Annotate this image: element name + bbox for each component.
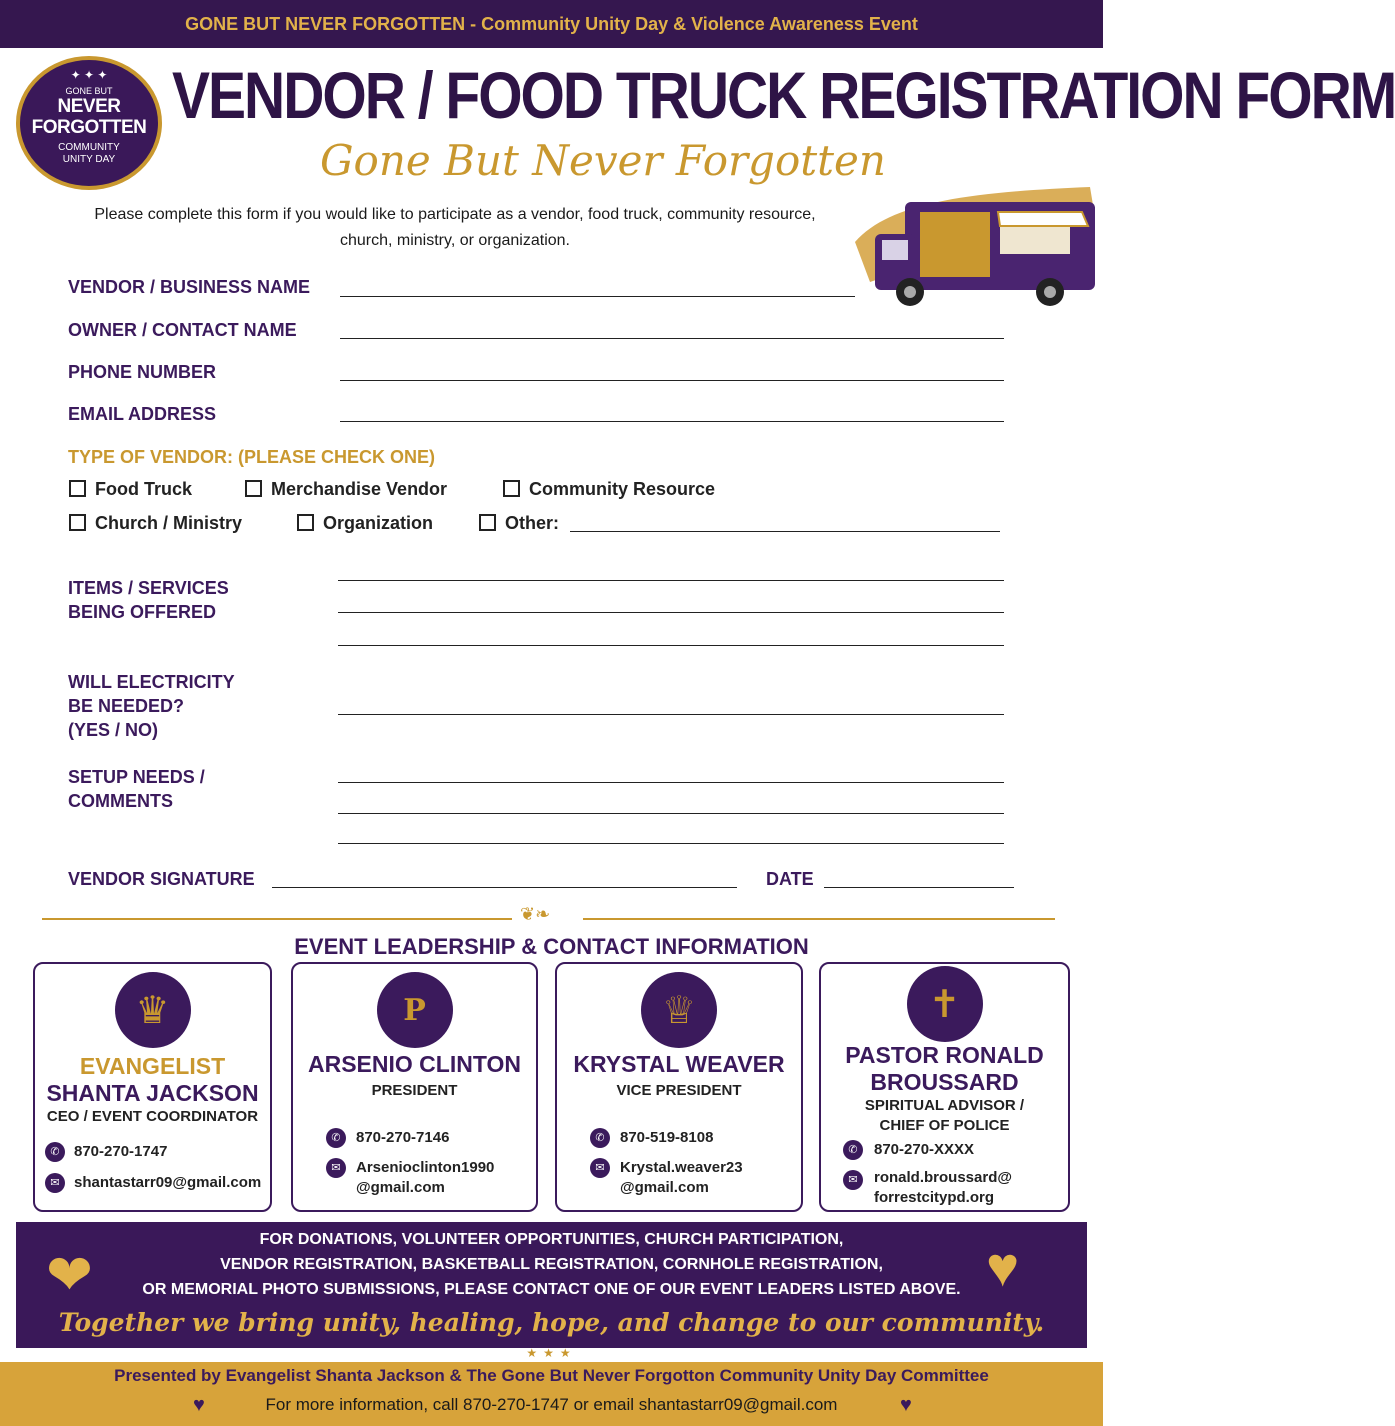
other-line[interactable]	[570, 531, 1000, 532]
checkbox-box[interactable]	[69, 514, 86, 531]
band-line-3: OR MEMORIAL PHOTO SUBMISSIONS, PLEASE CONTACT ONE OF OUR EVENT LEADERS LISTED ABOVE.	[142, 1281, 961, 1298]
email-icon: ✉	[326, 1158, 346, 1178]
setup-label-2: COMMENTS	[68, 791, 173, 811]
checkbox-box[interactable]	[297, 514, 314, 531]
business-name-label: VENDOR / BUSINESS NAME	[68, 277, 311, 297]
leader-phone[interactable]: 870-519-8108	[620, 1129, 714, 1146]
checkbox-box[interactable]	[69, 480, 86, 497]
items-line-2[interactable]	[338, 612, 1004, 613]
items-label	[68, 576, 229, 624]
logo-line3: FORGOTTEN	[31, 117, 147, 138]
checkbox-church-ministry[interactable]	[69, 513, 242, 534]
logo-line4: COMMUNITY	[58, 142, 120, 153]
leader-role-line2: CHIEF OF POLICE	[879, 1117, 1010, 1134]
doves-icon: ✦ ✦ ✦	[70, 68, 108, 82]
phone-label: PHONE NUMBER	[68, 362, 217, 382]
setup-line-2[interactable]	[338, 813, 1004, 814]
leadership-title: EVENT LEADERSHIP & CONTACT INFORMATION	[294, 934, 809, 959]
phone-icon: ✆	[45, 1142, 65, 1162]
setup-label	[68, 765, 205, 813]
leader-email-line2: forrestcitypd.org	[874, 1189, 995, 1206]
leader-card-shanta	[33, 962, 272, 1212]
heart-icon: ♥	[193, 1394, 205, 1416]
leader-email[interactable]	[356, 1158, 494, 1198]
checkbox-box[interactable]	[503, 480, 520, 497]
stars-ornament: ★★★	[526, 1346, 577, 1360]
divider-right	[583, 918, 1055, 920]
leader-email[interactable]	[874, 1168, 1012, 1208]
ornament-icon: ❦❧	[520, 904, 551, 924]
checkbox-label: Food Truck	[95, 479, 193, 499]
checkbox-label: Church / Ministry	[95, 513, 243, 533]
top-banner: GONE BUT NEVER FORGOTTEN - Community Unity Day & Violence Awareness Event	[0, 0, 1103, 48]
band-line-2: VENDOR REGISTRATION, BASKETBALL REGISTRATION, CORNHOLE REGISTRATION,	[220, 1256, 883, 1273]
form-title: VENDOR / FOOD TRUCK REGISTRATION FORM	[172, 59, 1395, 133]
electricity-label-1: WILL ELECTRICITY	[68, 672, 235, 692]
tiara-icon: ♕	[641, 972, 717, 1048]
electricity-label-2: BE NEEDED?	[68, 696, 185, 716]
electricity-line[interactable]	[338, 714, 1004, 715]
shield-p-icon: P	[377, 972, 453, 1048]
leader-name: ARSENIO CLINTON	[308, 1051, 521, 1077]
checkbox-community-resource[interactable]	[503, 479, 715, 500]
footer	[0, 1362, 1103, 1426]
heart-icon: ♥	[900, 1394, 912, 1416]
date-line[interactable]	[824, 887, 1014, 888]
leader-card-krystal	[555, 962, 803, 1212]
email-line[interactable]	[340, 421, 1004, 422]
email-icon: ✉	[590, 1158, 610, 1178]
vendor-type-label: TYPE OF VENDOR: (PLEASE CHECK ONE)	[68, 447, 436, 467]
checkbox-label: Organization	[323, 513, 434, 533]
leader-role: PRESIDENT	[371, 1082, 458, 1099]
footer-presented: Presented by Evangelist Shanta Jackson & The Gone But Never Forgotton Community Unity Day Committee	[114, 1366, 989, 1385]
logo-line5: UNITY DAY	[62, 154, 116, 165]
hands-heart-icon: ♥	[986, 1235, 1020, 1298]
setup-label-1: SETUP NEEDS /	[68, 767, 205, 787]
checkbox-box[interactable]	[245, 480, 262, 497]
leader-name: KRYSTAL WEAVER	[573, 1051, 785, 1077]
leader-role	[821, 1096, 1068, 1136]
items-line-1[interactable]	[338, 580, 1004, 581]
checkbox-organization[interactable]	[297, 513, 433, 534]
date-label: DATE	[766, 869, 814, 889]
leader-name-line1: EVANGELIST	[79, 1053, 226, 1079]
leader-card-ronald	[819, 962, 1070, 1212]
form-subtitle: Gone But Never Forgotten	[320, 136, 886, 185]
band-tagline: Together we bring unity, healing, hope, and change to our community.	[58, 1308, 1045, 1337]
footer-info: For more information, call 870-270-1747 or email shantastarr09@gmail.com	[265, 1395, 838, 1414]
contact-name-label: OWNER / CONTACT NAME	[68, 320, 297, 340]
contact-name-line[interactable]	[340, 338, 1004, 339]
email-label: EMAIL ADDRESS	[68, 404, 217, 424]
leader-name	[35, 1053, 270, 1107]
logo-line1: GONE BUT	[65, 86, 113, 96]
leader-role: CEO / EVENT COORDINATOR	[46, 1108, 259, 1125]
intro-line-1: Please complete this form if you would like to participate as a vendor, food truck, community resource,	[94, 206, 816, 223]
leader-phone[interactable]: 870-270-1747	[74, 1143, 168, 1160]
leader-email-line1: ronald.broussard@	[874, 1169, 1012, 1186]
electricity-label-3: (YES / NO)	[68, 720, 159, 740]
email-icon: ✉	[843, 1170, 863, 1190]
leader-email-line1: Arsenioclinton1990	[356, 1159, 495, 1176]
leader-email[interactable]	[620, 1158, 743, 1198]
leader-card-arsenio	[291, 962, 538, 1212]
phone-icon: ✆	[843, 1140, 863, 1160]
leader-email-line2: @gmail.com	[620, 1179, 709, 1196]
leader-role-line1: SPIRITUAL ADVISOR /	[864, 1097, 1025, 1114]
leader-name-line1: PASTOR RONALD	[845, 1042, 1044, 1068]
leader-email-line2: @gmail.com	[356, 1179, 445, 1196]
event-logo	[16, 56, 162, 190]
cross-icon: ✝	[907, 966, 983, 1042]
intro-line-2: church, ministry, or organization.	[339, 232, 570, 249]
leader-name	[821, 1042, 1068, 1096]
contact-band	[16, 1222, 1087, 1348]
business-name-line[interactable]	[340, 296, 855, 297]
setup-line-1[interactable]	[338, 782, 1004, 783]
electricity-label	[68, 670, 235, 742]
crown-icon: ♛	[115, 972, 191, 1048]
phone-icon: ✆	[590, 1128, 610, 1148]
intro-text	[40, 202, 870, 254]
checkbox-merchandise-vendor[interactable]	[245, 479, 447, 500]
leader-role: VICE PRESIDENT	[616, 1082, 742, 1099]
leader-email[interactable]: shantastarr09@gmail.com	[74, 1174, 262, 1191]
leader-name-line2: SHANTA JACKSON	[46, 1080, 259, 1106]
checkbox-box[interactable]	[479, 514, 496, 531]
checkbox-label: Other:	[505, 513, 559, 533]
leader-name-line2: BROUSSARD	[870, 1069, 1019, 1095]
leader-email-line1: Krystal.weaver23	[620, 1159, 743, 1176]
signature-label: VENDOR SIGNATURE	[68, 869, 255, 889]
items-label-2: BEING OFFERED	[68, 602, 217, 622]
email-icon: ✉	[45, 1173, 65, 1193]
items-line-3[interactable]	[338, 645, 1004, 646]
food-truck-icon	[850, 172, 1100, 312]
leader-phone[interactable]: 870-270-7146	[356, 1129, 450, 1146]
leader-phone[interactable]: 870-270-XXXX	[874, 1141, 975, 1158]
signature-line[interactable]	[272, 887, 737, 888]
setup-line-3[interactable]	[338, 843, 1004, 844]
divider-left	[42, 918, 512, 920]
items-label-1: ITEMS / SERVICES	[68, 578, 229, 598]
checkbox-label: Merchandise Vendor	[271, 479, 448, 499]
checkbox-food-truck[interactable]	[69, 479, 192, 500]
band-line-1: FOR DONATIONS, VOLUNTEER OPPORTUNITIES, CHURCH PARTICIPATION,	[259, 1231, 844, 1248]
phone-line[interactable]	[340, 380, 1004, 381]
logo-line2: NEVER	[57, 96, 121, 117]
handshake-heart-icon: ❤	[46, 1243, 93, 1306]
phone-icon: ✆	[326, 1128, 346, 1148]
checkbox-label: Community Resource	[529, 479, 716, 499]
checkbox-other[interactable]	[479, 513, 559, 534]
